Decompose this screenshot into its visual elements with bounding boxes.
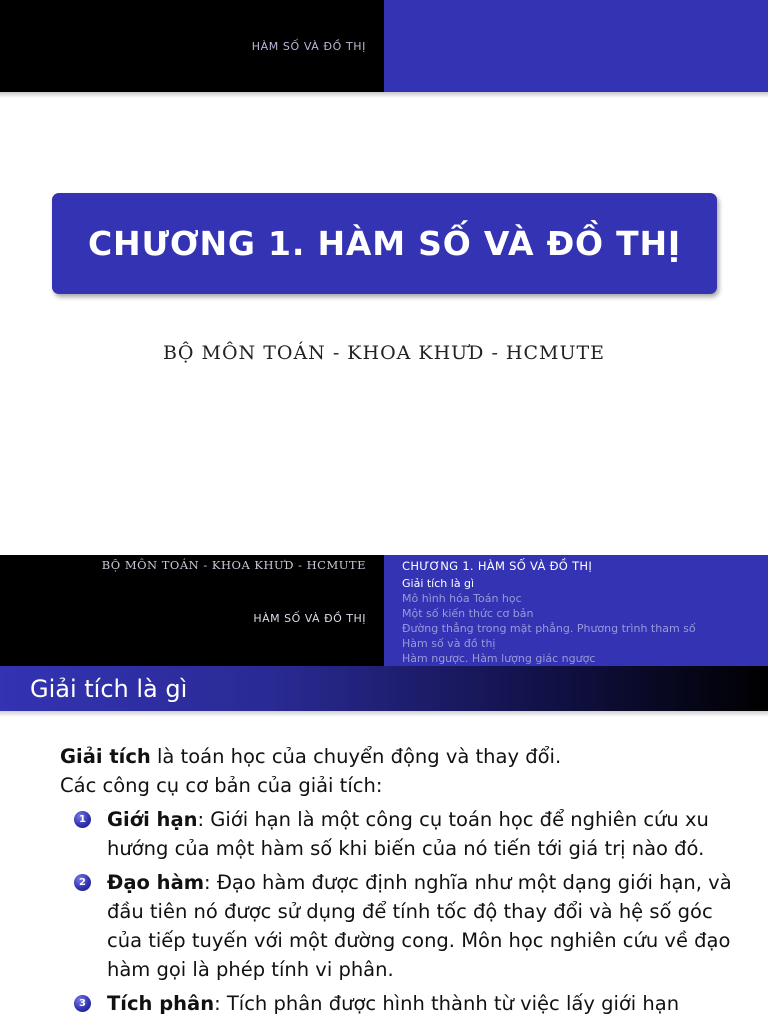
slide2-content — [60, 742, 740, 1023]
list-item — [60, 868, 740, 984]
item-term: Đạo hàm — [107, 871, 205, 894]
list-item — [60, 989, 740, 1018]
enum-number-1: 1 — [74, 811, 91, 828]
list-item — [60, 805, 740, 863]
nav-item-ham-so[interactable]: Hàm số và đồ thị — [402, 637, 496, 650]
item-text: : Tích phân được hình thành từ việc lấy giới hạn — [214, 992, 680, 1015]
item-term: Giới hạn — [107, 808, 198, 831]
tools-line: Các công cụ cơ bản của giải tích: — [60, 774, 383, 797]
slide1-header-right — [384, 0, 768, 92]
frame-title-text: Giải tích là gì — [30, 674, 188, 703]
slide1-section-label: HÀM SỐ VÀ ĐỒ THỊ — [251, 39, 366, 53]
slide2-header-nav — [384, 555, 768, 666]
nav-item-giai-tich[interactable]: Giải tích là gì — [402, 577, 475, 590]
intro-line — [60, 742, 740, 771]
slide2-organization: BỘ MÔN TOÁN - KHOA KHƯD - HCMUTE — [101, 558, 366, 572]
nav-item-ham-nguoc[interactable]: Hàm ngược. Hàm lượng giác ngược — [402, 652, 596, 665]
enum-number-3: 3 — [74, 995, 91, 1012]
slide2-header-left — [0, 555, 384, 666]
intro-term: Giải tích — [60, 745, 151, 768]
nav-item-duong-thang[interactable]: Đường thẳng trong mặt phẳng. Phương trình tham số — [402, 622, 696, 635]
nav-item-kien-thuc-co-ban[interactable]: Một số kiến thức cơ bản — [402, 607, 534, 620]
slide1-title: CHƯƠNG 1. HÀM SỐ VÀ ĐỒ THỊ — [88, 224, 681, 263]
frame-title-shadow — [0, 711, 768, 717]
nav-chapter-title[interactable]: CHƯƠNG 1. HÀM SỐ VÀ ĐỒ THỊ — [402, 559, 593, 573]
slide2-frame-title — [0, 666, 768, 711]
item-text: : Giới hạn là một công cụ toán học để nghiên cứu xu hướng của một hàm số khi biến của nó tiến tới giá trị nào đó. — [107, 808, 709, 860]
slide1-subtitle: BỘ MÔN TOÁN - KHOA KHƯD - HCMUTE — [162, 342, 606, 364]
slide1-header-left — [0, 0, 384, 92]
slide2-header — [0, 555, 768, 666]
item-term: Tích phân — [107, 992, 215, 1015]
slide1-header-shadow — [0, 92, 768, 98]
slide1-header — [0, 0, 768, 92]
slide2-section-label: HÀM SỐ VÀ ĐỒ THỊ — [253, 612, 366, 625]
nav-item-mo-hinh-hoa[interactable]: Mô hình hóa Toán học — [402, 592, 522, 605]
enum-number-2: 2 — [74, 874, 91, 891]
intro-text: là toán học của chuyển động và thay đổi. — [150, 745, 562, 768]
tools-list — [60, 805, 740, 1018]
nav-list — [402, 576, 768, 666]
slide1-title-box — [52, 193, 717, 294]
item-text: : Đạo hàm được định nghĩa như một dạng giới hạn, và đầu tiên nó được sử dụng để tính tốc độ thay đổi và hệ số góc của tiếp tuyến với một đường cong. Môn học nghiên cứu về đạo hàm gọi là phép tính vi phân. — [107, 871, 732, 981]
